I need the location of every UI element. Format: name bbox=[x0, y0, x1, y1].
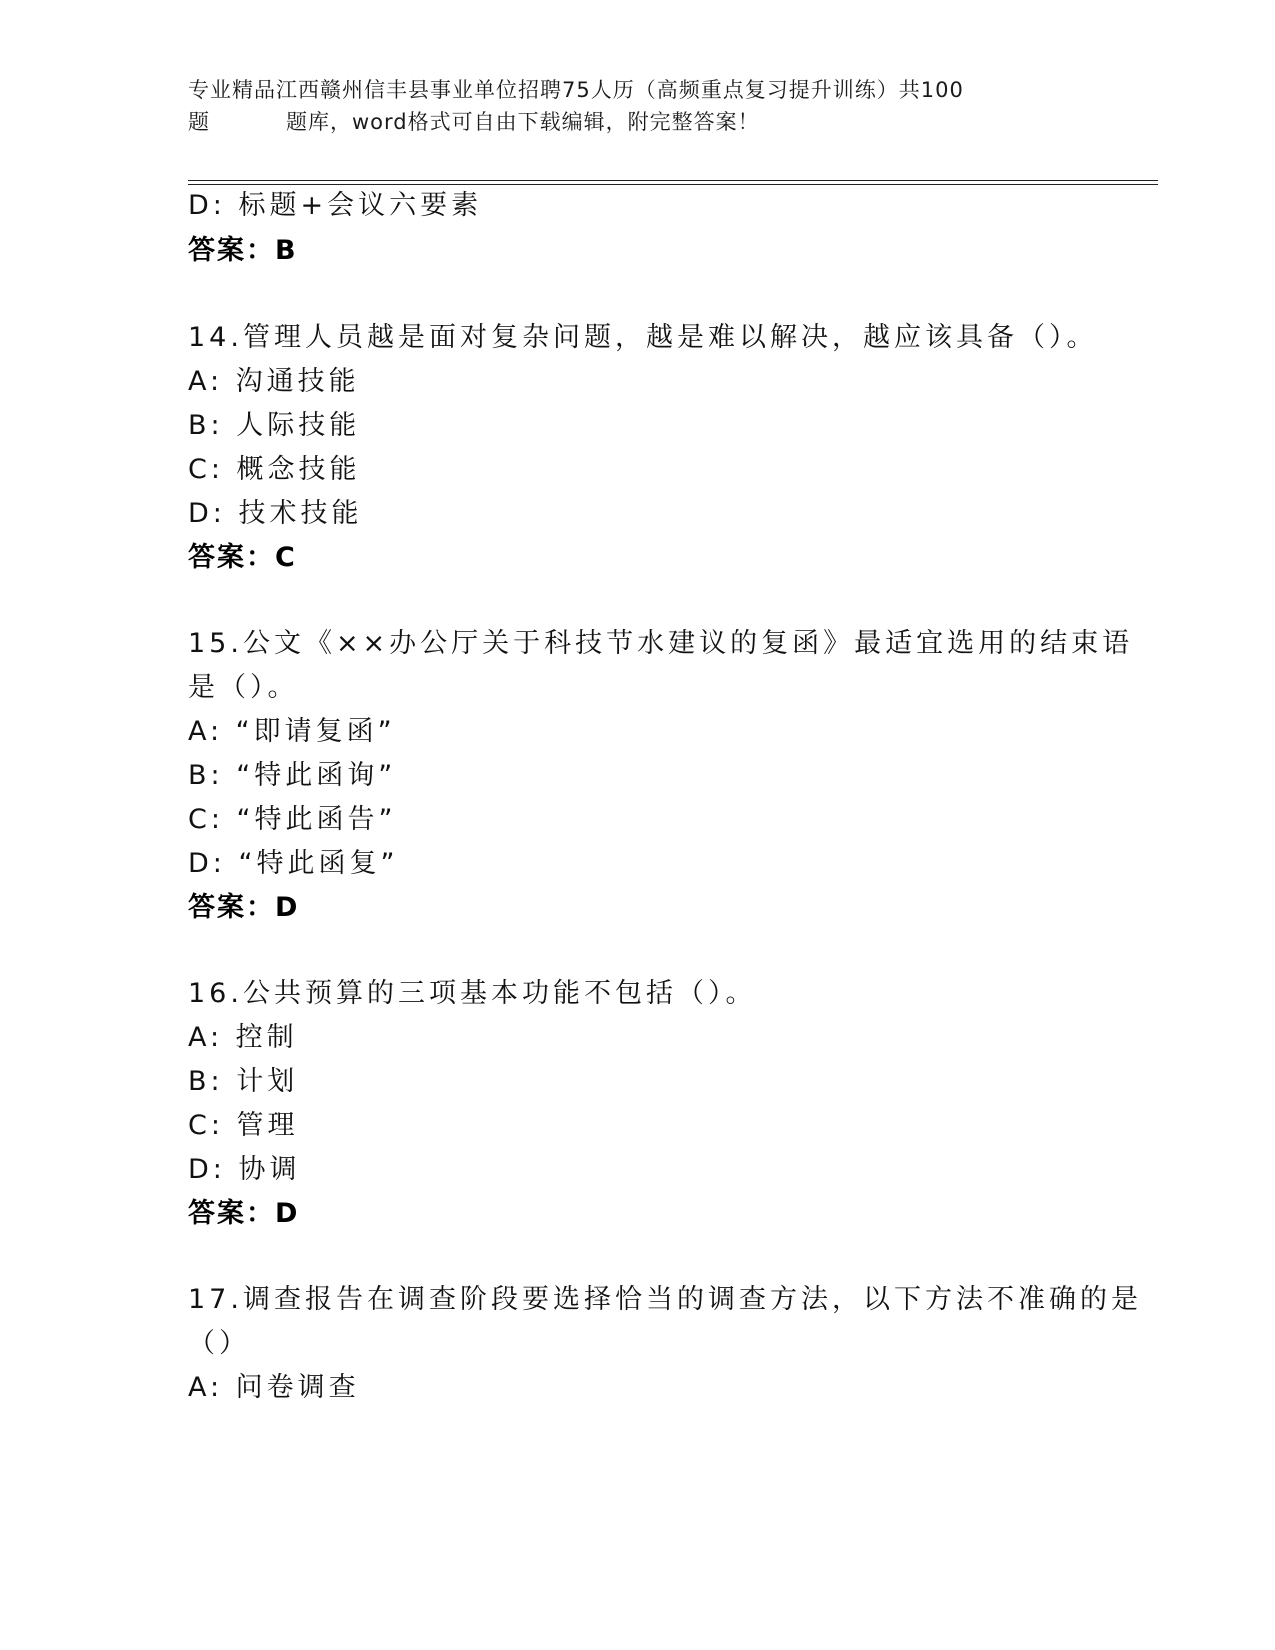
q16-option-c: C: 管理 bbox=[188, 1110, 299, 1141]
q16-stem: 16.公共预算的三项基本功能不包括（）。 bbox=[188, 978, 757, 1009]
header-title-line2 bbox=[188, 106, 1088, 138]
header-divider-bottom bbox=[188, 184, 1158, 185]
q14-answer: 答案：C bbox=[188, 542, 297, 573]
q15-stem-line1: 15.公文《××办公厅关于科技节水建议的复函》最适宜选用的结束语 bbox=[188, 628, 1134, 659]
q14-option-b: B: 人际技能 bbox=[188, 410, 361, 441]
q15-answer: 答案：D bbox=[188, 892, 300, 923]
q16-answer: 答案：D bbox=[188, 1198, 300, 1229]
q17-stem-line1: 17.调查报告在调查阶段要选择恰当的调查方法，以下方法不准确的是 bbox=[188, 1284, 1142, 1315]
q13-option-d: D: 标题+会议六要素 bbox=[188, 190, 483, 221]
q15-option-a: A: “即请复函” bbox=[188, 716, 396, 747]
q14-option-c: C: 概念技能 bbox=[188, 454, 361, 485]
header-title-line2-start: 题 bbox=[188, 110, 210, 134]
q15-option-d: D: “特此函复” bbox=[188, 848, 399, 879]
q14-option-a: A: 沟通技能 bbox=[188, 366, 360, 397]
page-header bbox=[188, 74, 1088, 138]
q15-option-b: B: “特此函询” bbox=[188, 760, 397, 791]
q15-stem-line2: 是（）。 bbox=[188, 672, 299, 703]
q17-stem-line2: （） bbox=[188, 1328, 250, 1359]
q14-stem: 14.管理人员越是面对复杂问题，越是难以解决，越应该具备（）。 bbox=[188, 322, 1098, 353]
q13-answer: 答案：B bbox=[188, 235, 298, 266]
q15-option-c: C: “特此函告” bbox=[188, 804, 397, 835]
q16-option-d: D: 协调 bbox=[188, 1154, 301, 1185]
q14-option-d: D: 技术技能 bbox=[188, 498, 363, 529]
header-divider-top bbox=[188, 180, 1158, 181]
q16-option-a: A: 控制 bbox=[188, 1022, 298, 1053]
header-title-line2-rest: 题库，word格式可自由下载编辑，附完整答案！ bbox=[286, 110, 760, 134]
q16-option-b: B: 计划 bbox=[188, 1066, 299, 1097]
header-title-line1: 专业精品江西赣州信丰县事业单位招聘75人历（高频重点复习提升训练）共100 bbox=[188, 78, 964, 102]
q17-option-a: A: 问卷调查 bbox=[188, 1372, 360, 1403]
